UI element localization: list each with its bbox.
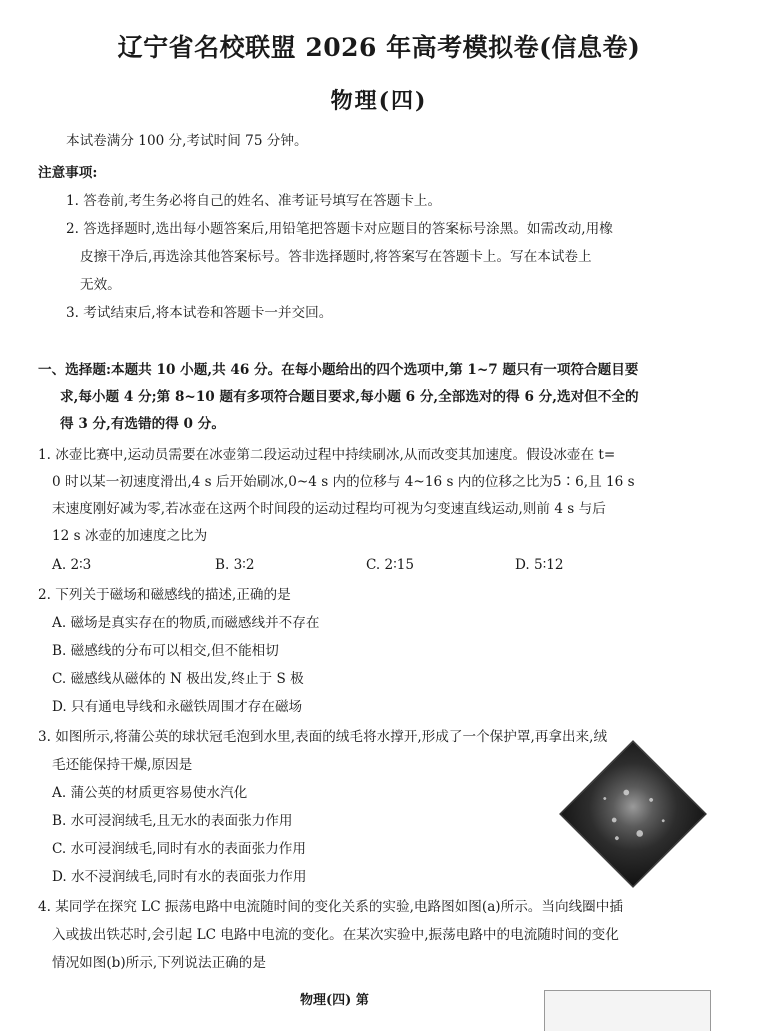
question-1-option-a: A. 2∶3 — [52, 557, 92, 573]
notice-item: 3. 考试结束后,将本试卷和答题卡一并交回。 — [66, 305, 333, 321]
question-3-option-a: A. 蒲公英的材质更容易使水汽化 — [52, 785, 248, 801]
question-3-stem: 毛还能保持干燥,原因是 — [52, 757, 193, 773]
question-3-option-c: C. 水可浸润绒毛,同时有水的表面张力作用 — [52, 841, 306, 857]
question-1-stem: 12 s 冰壶的加速度之比为 — [52, 528, 208, 544]
notice-item: 皮擦干净后,再选涂其他答案标号。答非选择题时,将答案写在答题卡上。写在本试卷上 — [80, 249, 592, 265]
question-3-stem: 3. 如图所示,将蒲公英的球状冠毛泡到水里,表面的绒毛将水撑开,形成了一个保护罩,再拿出来,绒 — [38, 729, 608, 745]
notice-heading: 注意事项: — [38, 165, 98, 181]
question-1-option-b: B. 3∶2 — [215, 557, 255, 573]
question-4-stem: 情况如图(b)所示,下列说法正确的是 — [52, 955, 266, 971]
question-4-stem: 入或拔出铁芯时,会引起 LC 电路中电流的变化。在某次实验中,振荡电路中的电流随时间的变化 — [52, 927, 619, 943]
question-2-option-d: D. 只有通电导线和永磁铁周围才存在磁场 — [52, 699, 303, 715]
question-1-stem: 1. 冰壶比赛中,运动员需要在冰壶第二段运动过程中持续刷冰,从而改变其加速度。假设冰壶在 t= — [38, 447, 616, 463]
question-1-option-d: D. 5∶12 — [515, 557, 564, 573]
intro-text: 本试卷满分 100 分,考试时间 75 分钟。 — [66, 133, 308, 149]
question-4-stem: 4. 某同学在探究 LC 振荡电路中电流随时间的变化关系的实验,电路图如图(a)所示。当向线圈中插 — [38, 899, 623, 915]
footer-graphic — [544, 990, 711, 1031]
section-heading: 得 3 分,有选错的得 0 分。 — [60, 416, 225, 432]
section-heading: 一、选择题:本题共 10 小题,共 46 分。在每小题给出的四个选项中,第 1~7 题只有一项符合题目要 — [38, 362, 639, 378]
notice-item: 1. 答卷前,考生务必将自己的姓名、准考证号填写在答题卡上。 — [66, 193, 442, 209]
question-2-option-b: B. 磁感线的分布可以相交,但不能相切 — [52, 643, 279, 659]
notice-item: 2. 答选择题时,选出每小题答案后,用铅笔把答题卡对应题目的答案标号涂黑。如需改动,用橡 — [66, 221, 613, 237]
question-1-option-c: C. 2∶15 — [366, 557, 415, 573]
exam-subtitle: 物理(四) — [330, 88, 428, 114]
question-3-option-d: D. 水不浸润绒毛,同时有水的表面张力作用 — [52, 869, 307, 885]
question-3-option-b: B. 水可浸润绒毛,且无水的表面张力作用 — [52, 813, 293, 829]
exam-title: 辽宁省名校联盟 2026 年高考模拟卷(信息卷) — [117, 33, 641, 62]
question-1-stem: 0 时以某一初速度滑出,4 s 后开始刷冰,0~4 s 内的位移与 4~16 s 内的位移之比为5∶6,且 16 s — [52, 474, 635, 490]
section-heading: 求,每小题 4 分;第 8~10 题有多项符合题目要求,每小题 6 分,全部选对的得 6 分,选对但不全的 — [60, 389, 639, 405]
question-2-option-a: A. 磁场是真实存在的物质,而磁感线并不存在 — [52, 615, 320, 631]
page-footer: 物理(四) 第 — [300, 993, 369, 1008]
notice-item: 无效。 — [80, 277, 121, 293]
question-2-option-c: C. 磁感线从磁体的 N 极出发,终止于 S 极 — [52, 671, 304, 687]
dandelion-photo — [560, 741, 705, 886]
question-1-stem: 末速度刚好减为零,若冰壶在这两个时间段的运动过程均可视为匀变速直线运动,则前 4 s 与后 — [52, 501, 606, 517]
question-2-stem: 2. 下列关于磁场和磁感线的描述,正确的是 — [38, 587, 291, 603]
